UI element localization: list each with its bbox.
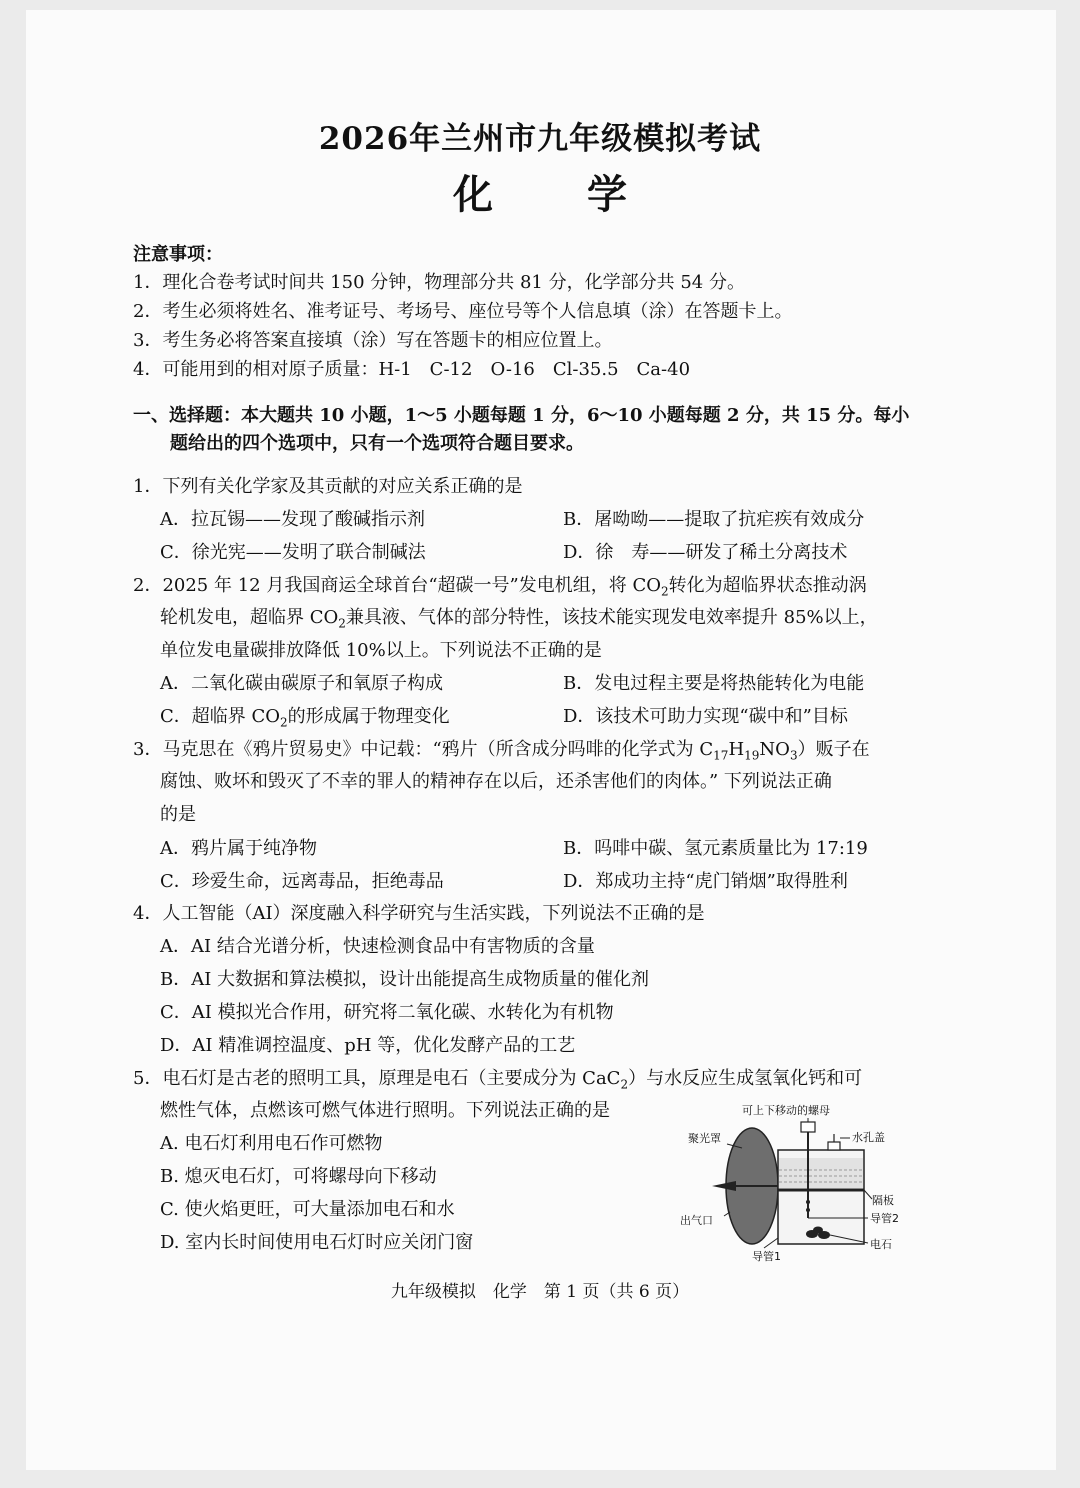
q3-option-a: A．鸦片属于纯净物	[160, 838, 317, 859]
q5-option-c: C. 使火焰更旺，可大量添加电石和水	[160, 1199, 455, 1220]
label-outlet: 出气口	[680, 1214, 713, 1227]
q1-option-b: B．屠呦呦——提取了抗疟疾有效成分	[563, 509, 865, 530]
notice-item: 4．可能用到的相对原子质量：H-1 C-12 O-16 Cl-35.5 Ca-40	[133, 359, 691, 380]
q2-option-d: D．该技术可助力实现“碳中和”目标	[563, 706, 848, 727]
water-region	[779, 1158, 863, 1188]
q3-stem-line3: 的是	[160, 804, 196, 825]
label-reflector: 聚光罩	[688, 1132, 721, 1145]
q4-option-b: B．AI 大数据和算法模拟，设计出能提高生成物质量的催化剂	[160, 969, 650, 990]
nozzle-tip	[712, 1181, 736, 1191]
label-plate: 隔板	[872, 1194, 894, 1207]
q5-option-b: B. 熄灭电石灯，可将螺母向下移动	[160, 1166, 437, 1187]
label-nut: 可上下移动的螺母	[742, 1104, 830, 1117]
q3-option-b: B．吗啡中碳、氢元素质量比为 17:19	[563, 838, 868, 859]
q3-stem-line2: 腐蚀、败坏和毁灭了不幸的罪人的精神存在以后，还杀害他们的肉体。” 下列说法正确	[160, 771, 832, 792]
q1-option-c: C．徐光宪——发明了联合制碱法	[160, 542, 426, 563]
label-cap: 水孔盖	[852, 1131, 885, 1144]
q1-option-d: D．徐 寿——研发了稀土分离技术	[563, 542, 848, 563]
q4-stem: 4．人工智能（AI）深度融入科学研究与生活实践，下列说法不正确的是	[133, 903, 705, 924]
carbide-lump	[813, 1227, 823, 1234]
label-tube1: 导管1	[752, 1250, 781, 1263]
notice-heading: 注意事项：	[133, 244, 223, 265]
q2-stem-line1: 2．2025 年 12 月我国商运全球首台“超碳一号”发电机组，将 $CO_2$转化为超临界状态推动涡	[133, 575, 867, 599]
q2-stem-line2: 轮机发电，超临界 $CO_2$兼具液、气体的部分特性，该技术能实现发电效率提升 85%以上，	[160, 607, 878, 631]
q5-stem-line2: 燃性气体，点燃该可燃气体进行照明。下列说法正确的是	[160, 1100, 610, 1121]
q5-option-d: D. 室内长时间使用电石灯时应关闭门窗	[160, 1232, 474, 1253]
q1-option-a: A．拉瓦锡——发现了酸碱指示剂	[160, 509, 425, 530]
q1-stem: 1．下列有关化学家及其贡献的对应关系正确的是	[133, 476, 523, 497]
q2-option-a: A．二氧化碳由碳原子和氧原子构成	[160, 673, 443, 694]
q3-stem-line1: 3．马克思在《鸦片贸易史》中记载：“鸦片（所含成分吗啡的化学式为 $C_{17}H_{19}NO_3$）贩子在	[133, 739, 870, 763]
notice-item: 3．考生务必将答案直接填（涂）写在答题卡的相应位置上。	[133, 330, 613, 351]
carbide-lamp-diagram	[672, 1098, 932, 1268]
label-carbide: 电石	[870, 1238, 892, 1251]
section-heading-cont: 题给出的四个选项中，只有一个选项符合题目要求。	[170, 433, 584, 454]
q5-option-a: A. 电石灯利用电石作可燃物	[160, 1133, 383, 1154]
q4-option-c: C．AI 模拟光合作用，研究将二氧化碳、水转化为有机物	[160, 1002, 614, 1023]
notice-item: 1．理化合卷考试时间共 150 分钟，物理部分共 81 分，化学部分共 54 分。	[133, 272, 745, 293]
q5-stem-line1: 5．电石灯是古老的照明工具，原理是电石（主要成分为 CaC$_2$）与水反应生成氢氧化钙和可	[133, 1068, 863, 1092]
q4-option-d: D．AI 精准调控温度、pH 等，优化发酵产品的工艺	[160, 1035, 576, 1056]
q4-option-a: A．AI 结合光谱分析，快速检测食品中有害物质的含量	[160, 936, 595, 957]
notice-item: 2．考生必须将姓名、准考证号、考场号、座位号等个人信息填（涂）在答题卡上。	[133, 301, 793, 322]
subject-title: 化 学	[453, 171, 667, 218]
label-tube2: 导管2	[870, 1212, 899, 1225]
q3-option-c: C．珍爱生命，远离毒品，拒绝毒品	[160, 871, 444, 892]
q2-stem-line3: 单位发电量碳排放降低 10%以上。下列说法不正确的是	[160, 640, 602, 661]
q3-option-d: D．郑成功主持“虎门销烟”取得胜利	[563, 871, 848, 892]
page-footer: 九年级模拟 化学 第 1 页（共 6 页）	[390, 1282, 690, 1302]
exam-title: 2026年兰州市九年级模拟考试	[318, 121, 762, 157]
cap-shape	[828, 1142, 840, 1150]
nut-shape	[801, 1122, 815, 1132]
section-heading: 一、选择题：本大题共 10 小题，1～5 小题每题 1 分，6～10 小题每题 2 分，共 15 分。每小	[133, 405, 910, 426]
q2-option-b: B．发电过程主要是将热能转化为电能	[563, 673, 865, 694]
q2-option-c: C．超临界 $CO_2$的形成属于物理变化	[160, 706, 450, 730]
